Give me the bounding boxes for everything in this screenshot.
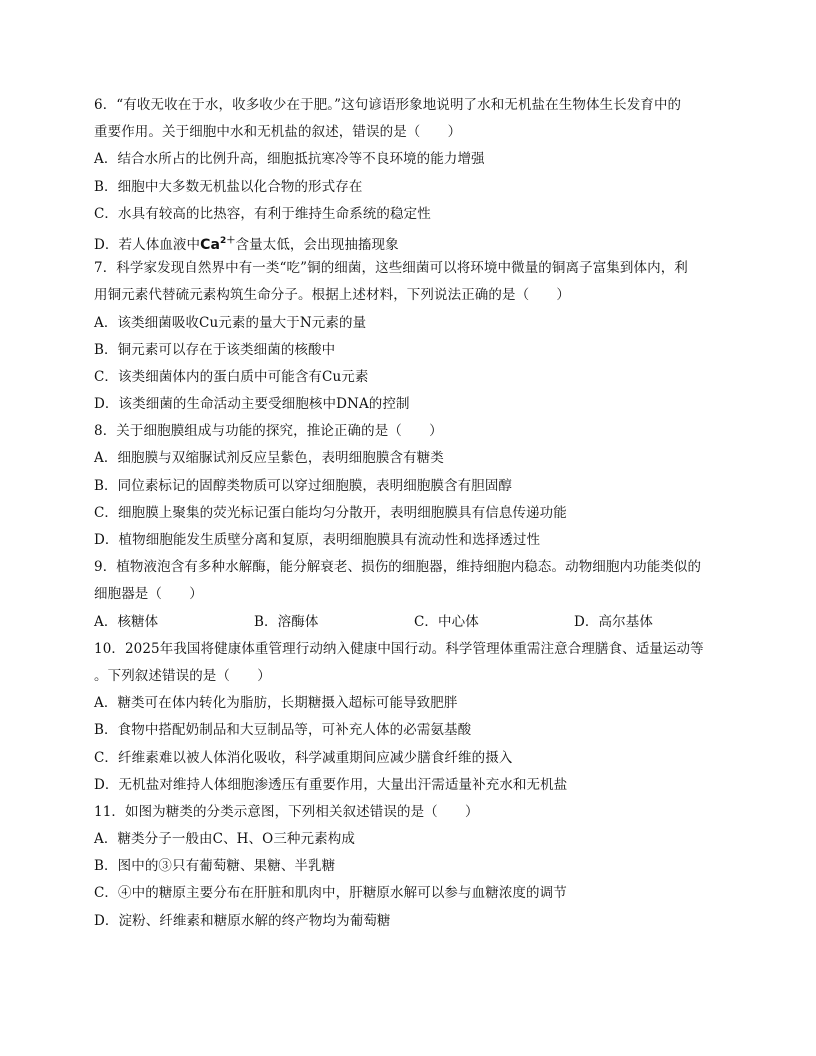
q10-option-d: D．无机盐对维持人体细胞渗透压有重要作用，大量出汗需适量补充水和无机盐 (94, 776, 568, 793)
q6-option-c: C．水具有较高的比热容，有利于维持生命系统的稳定性 (94, 205, 431, 222)
q10-option-b: B．食物中搭配奶制品和大豆制品等，可补充人体的必需氨基酸 (94, 722, 472, 739)
q9-option-a: A．核糖体 (94, 613, 159, 630)
q7-option-a: A．该类细菌吸收Cu元素的量大于N元素的量 (94, 314, 367, 331)
q7-option-b: B．铜元素可以存在于该类细菌的核酸中 (94, 341, 336, 358)
q6-option-d (94, 228, 734, 255)
question-list (94, 92, 734, 935)
q9-stem-line1: 9．植物液泡含有多种水解酶，能分解衰老、损伤的细胞器，维持细胞内稳态。动物细胞内功能类似的 (94, 559, 702, 576)
q6-option-a: A．结合水所占的比例升高，细胞抵抗寒冷等不良环境的能力增强 (94, 151, 485, 168)
q6-option-b: B．细胞中大多数无机盐以化合物的形式存在 (94, 178, 363, 195)
q9-option-b: B．溶酶体 (254, 613, 319, 630)
calcium-ion-charge: 2＋ (220, 235, 236, 246)
q8-option-c: C．细胞膜上聚集的荧光标记蛋白能均匀分散开，表明细胞膜具有信息传递功能 (94, 504, 567, 521)
q9-stem-line2: 细胞器是（ ） (94, 586, 203, 603)
q6-option-d-suffix: 含量太低，会出现抽搐现象 (235, 236, 399, 253)
q11-stem-line1: 11．如图为糖类的分类示意图，下列相关叙述错误的是（ ） (94, 803, 479, 820)
q10-stem-line2: 。下列叙述错误的是（ ） (94, 667, 271, 684)
q9-options-row (94, 609, 734, 636)
q11-option-d: D．淀粉、纤维素和糖原水解的终产物均为葡萄糖 (94, 912, 391, 929)
q11-option-a: A．糖类分子一般由C、H、O三种元素构成 (94, 831, 355, 848)
q8-option-a: A．细胞膜与双缩脲试剂反应呈紫色，表明细胞膜含有糖类 (94, 450, 444, 467)
q6-stem-line1: 6．“有收无收在于水，收多收少在于肥。”这句谚语形象地说明了水和无机盐在生物体生长发育中的 (94, 97, 682, 113)
q9-option-d: D．高尔基体 (574, 613, 653, 630)
q10-option-a: A．糖类可在体内转化为脂肪，长期糖摄入超标可能导致肥胖 (94, 695, 458, 712)
q9-option-c: C．中心体 (414, 613, 479, 630)
q11-option-b: B．图中的③只有葡萄糖、果糖、半乳糖 (94, 858, 336, 875)
q6-option-d-prefix: D．若人体血液中 (94, 236, 201, 253)
q7-option-c: C．该类细菌体内的蛋白质中可能含有Cu元素 (94, 368, 369, 385)
q10-stem-line1: 10．2025年我国将健康体重管理行动纳入健康中国行动。科学管理体重需注意合理膳食、适量运动等 (94, 640, 704, 657)
q7-stem-line1: 7．科学家发现自然界中有一类“吃”铜的细菌，这些细菌可以将环境中微量的铜离子富集到体内，利 (94, 260, 688, 277)
q7-stem-line2: 用铜元素代替硫元素构筑生命分子。根据上述材料，下列说法正确的是（ ） (94, 287, 570, 304)
q8-option-b: B．同位素标记的固醇类物质可以穿过细胞膜，表明细胞膜含有胆固醇 (94, 477, 513, 494)
q8-option-d: D．植物细胞能发生质壁分离和复原，表明细胞膜具有流动性和选择透过性 (94, 532, 541, 548)
q8-stem-line1: 8．关于细胞膜组成与功能的探究，推论正确的是（ ） (94, 423, 443, 440)
q7-option-d: D．该类细菌的生命活动主要受细胞核中DNA的控制 (94, 396, 410, 413)
q10-option-c: C．纤维素难以被人体消化吸收，科学减重期间应减少膳食纤维的摄入 (94, 749, 513, 766)
q6-stem-line2: 重要作用。关于细胞中水和无机盐的叙述，错误的是（ ） (94, 124, 462, 141)
q11-option-c: C．④中的糖原主要分布在肝脏和肌肉中，肝糖原水解可以参与血糖浓度的调节 (94, 885, 567, 902)
calcium-ion-symbol: Ca (200, 236, 221, 253)
